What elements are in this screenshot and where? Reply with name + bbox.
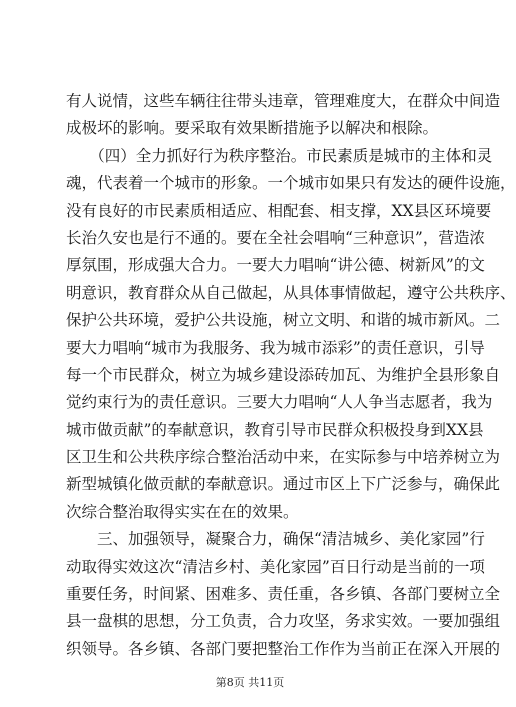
text-line: 三、加强领导，凝聚合力，确保“清洁城乡、美化家园”行 [66, 530, 485, 549]
text-line: 成极坏的影响。要采取有效果断措施予以解决和根除。 [66, 119, 439, 138]
text-line: 县一盘棋的思想，分工负责，合力攻坚，务求实效。一要加强组 [66, 612, 501, 631]
text-line: 要大力唱响“城市为我服务、我为城市添彩”的责任意识，引导 [66, 338, 485, 357]
text-line: 厚氛围，形成强大合力。一要大力唱响“讲公德、树新风”的文 [66, 256, 485, 275]
text-line: 没有良好的市民素质相适应、相配套、相支撑，XX县区环境要 [66, 201, 492, 220]
text-line: （四）全力抓好行为秩序整治。市民素质是城市的主体和灵 [66, 146, 493, 165]
text-line: 城市做贡献”的奉献意识，教育引导市民群众积极投身到XX县 [66, 420, 484, 439]
document-body [66, 88, 516, 663]
text-line: 每一个市民群众，树立为城乡建设添砖加瓦、为维护全县形象自 [66, 365, 501, 384]
text-line: 次综合整治取得实实在在的效果。 [66, 502, 299, 521]
text-line: 织领导。各乡镇、各部门要把整治工作作为当前正在深入开展的 [66, 639, 501, 658]
text-line: 动取得实效这次“清洁乡村、美化家园”百日行动是当前的一项 [66, 557, 485, 576]
text-line: 新型城镇化做贡献的奉献意识。通过市区上下广泛参与，确保此 [66, 475, 501, 494]
text-line: 重要任务，时间紧、困难多、责任重，各乡镇、各部门要树立全 [66, 585, 501, 604]
text-line: 有人说情，这些车辆往往带头违章，管理难度大，在群众中间造 [66, 92, 501, 110]
text-line: 觉约束行为的责任意识。三要大力唱响“人人争当志愿者，我为 [66, 393, 493, 412]
text-line: 明意识，教育群众从自己做起，从具体事情做起，遵守公共秩序、 [66, 283, 516, 302]
page-number-footer: 第8页 共11页 [215, 676, 285, 689]
text-line: 魂，代表着一个城市的形象。一个城市如果只有发达的硬件设施， [66, 174, 516, 193]
text-line: 保护公共环境，爱护公共设施，树立文明、和谐的城市新风。二 [66, 311, 501, 330]
text-line: 长治久安也是行不通的。要在全社会唱响“三种意识”，营造浓 [66, 228, 485, 247]
text-line: 区卫生和公共秩序综合整治活动中来，在实际参与中培养树立为 [66, 448, 501, 467]
